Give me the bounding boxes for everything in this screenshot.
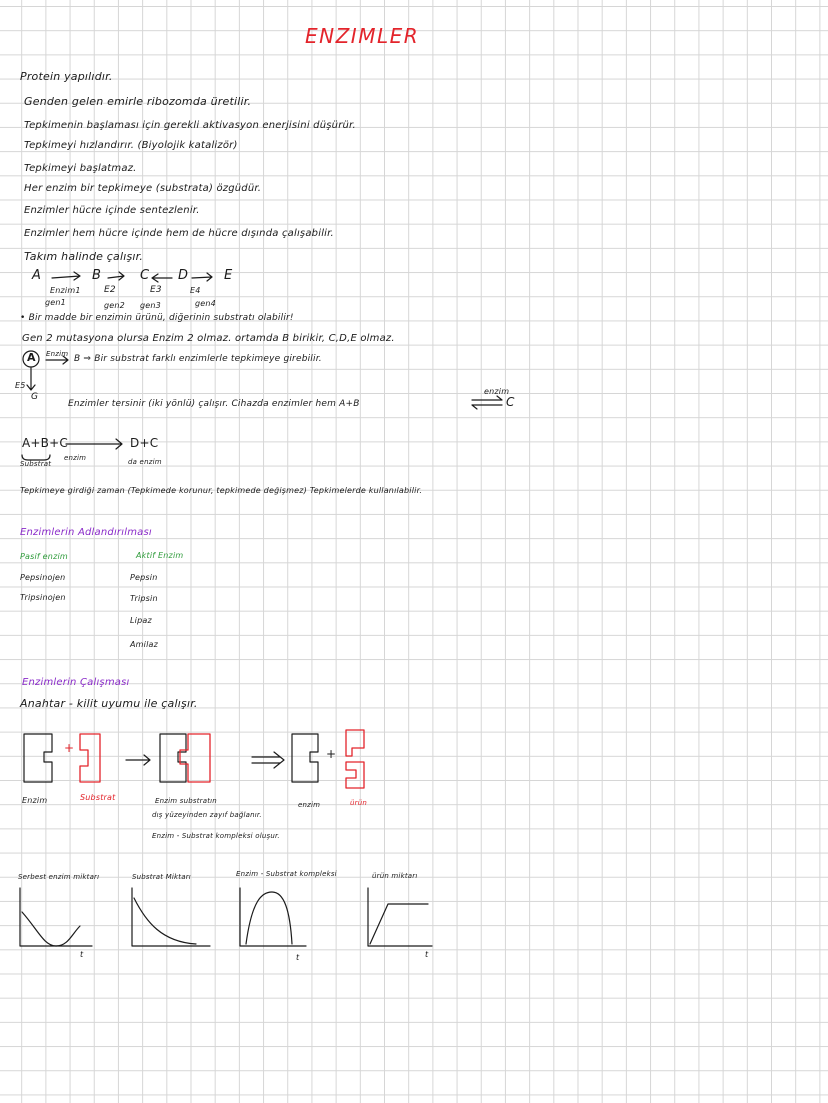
reversible-text: Enzimler tersinir (iki yönlü) çalışır. Cihazda enzimler hem A+B: [68, 399, 360, 409]
pathway-enzyme-3: E3: [150, 285, 162, 295]
graph-1-curve: [22, 912, 80, 946]
pathway-d: D: [178, 268, 189, 283]
label-urun: ürün: [350, 799, 367, 807]
label-complex-3: Enzim - Substrat kompleksi oluşur.: [152, 832, 280, 840]
pathway-b: B: [92, 268, 102, 283]
complex-enzyme-shape: [160, 734, 186, 782]
pathway-gene-4: gen4: [195, 299, 216, 308]
note-2: Genden gelen emirle ribozomda üretilir.: [24, 95, 252, 108]
label-enzim-2: enzim: [298, 801, 321, 809]
naming-right-item-1: Pepsin: [130, 573, 158, 582]
note-7: Enzimler hücre içinde sentezlenir.: [24, 205, 200, 216]
graph-2-curve: [134, 898, 196, 944]
graph-3-xlabel: t: [296, 953, 300, 962]
enzyme-shape-2: [292, 734, 318, 782]
graph-3-title: Enzim - Substrat kompleksi: [236, 870, 337, 878]
pathway-c: C: [140, 268, 150, 283]
naming-right-item-4: Amilaz: [130, 640, 159, 649]
note-9: Takım halinde çalışır.: [24, 250, 144, 263]
note-8: Enzimler hem hücre içinde hem de hücre dışında çalışabilir.: [24, 228, 334, 239]
note-3: Tepkimenin başlaması için gerekli aktivasyon enerjisini düşürür.: [24, 120, 356, 131]
graph-1-axes: [20, 888, 92, 946]
pathway-a: A: [32, 268, 42, 283]
branch-a: A: [27, 351, 36, 364]
pathway-gene-1: gen1: [45, 298, 66, 307]
naming-heading: Enzimlerin Adlandırılması: [20, 527, 152, 538]
note-1: Protein yapılıdır.: [20, 70, 113, 83]
graph-1-title: Serbest enzim miktarı: [18, 873, 100, 881]
label-complex-1: Enzim substratın: [155, 797, 217, 805]
note-reuse: Tepkimeye girdiği zaman (Tepkimede korunur, tepkimede değişmez) Tepkimelerde kullanılabilir.: [20, 486, 423, 495]
naming-left-item-1: Pepsinojen: [20, 573, 66, 582]
svg-text:+: +: [64, 741, 75, 755]
label-complex-2: dış yüzeyinden zayıf bağlanır.: [152, 811, 262, 819]
complex-substrate-shape: [180, 734, 210, 782]
note-6: Her enzim bir tepkimeye (substrata) özgüdür.: [24, 183, 262, 194]
working-model: Anahtar - kilit uyumu ile çalışır.: [20, 697, 198, 710]
graph-3-curve: [246, 892, 292, 944]
graph-4-axes: [368, 888, 432, 946]
reaction-right-sub: da enzim: [128, 458, 162, 466]
naming-left-heading: Pasif enzim: [20, 552, 68, 561]
reaction-right: D+C: [130, 436, 159, 450]
pathway-enzyme-4: E4: [190, 286, 201, 295]
graph-2-title: Substrat Miktarı: [132, 873, 191, 881]
svg-text:+: +: [326, 747, 337, 761]
reversible-product: C: [506, 395, 515, 409]
note-5: Tepkimeyi başlatmaz.: [24, 163, 137, 174]
pathway-e: E: [224, 268, 233, 283]
graph-4-xlabel: t: [425, 950, 429, 959]
label-enzim: Enzim: [22, 796, 48, 805]
pathway-note-3: B ⇒ Bir substrat farklı enzimlerle tepkimeye girebilir.: [74, 354, 322, 364]
note-4: Tepkimeyi hızlandırır. (Biyolojik katalizör): [24, 140, 238, 151]
pathway-gene-2: gen2: [104, 301, 125, 310]
enzyme-shape-1: [24, 734, 52, 782]
reaction-enzim: enzim: [64, 454, 87, 462]
graph-4-title: ürün miktarı: [372, 872, 418, 880]
pathway-enzyme-2: E2: [104, 285, 116, 295]
product-shape-1: [346, 730, 364, 756]
branch-e5: E5: [15, 381, 26, 390]
product-shape-2: [346, 762, 364, 788]
graph-1-xlabel: t: [80, 950, 84, 959]
graph-3-axes: [240, 888, 306, 946]
pathway-arrows: [52, 272, 212, 282]
pathway-note-2: Gen 2 mutasyona olursa Enzim 2 olmaz. ortamda B birikir, C,D,E olmaz.: [22, 333, 395, 344]
pathway-gene-3: gen3: [140, 301, 161, 310]
graph-4-curve: [370, 904, 428, 944]
naming-right-item-3: Lipaz: [130, 616, 152, 625]
substrate-shape-1: [80, 734, 100, 782]
pathway-note-1: • Bir madde bir enzimin ürünü, diğerinin substratı olabilir!: [20, 313, 294, 323]
working-heading: Enzimlerin Çalışması: [22, 677, 130, 688]
label-substrat: Substrat: [80, 793, 116, 802]
naming-left-item-2: Tripsinojen: [20, 593, 66, 602]
page-title: ENZIMLER: [305, 24, 420, 48]
reaction-left: A+B+C: [22, 436, 68, 450]
naming-right-item-2: Tripsin: [130, 594, 158, 603]
branch-g: G: [31, 392, 39, 402]
reversible-enzim: enzim: [484, 387, 510, 396]
pathway-enzyme-1: Enzim1: [50, 286, 81, 295]
naming-right-heading: Aktif Enzim: [136, 551, 184, 560]
graph-2-axes: [132, 888, 210, 946]
reaction-substrat: Substrat: [20, 460, 52, 468]
branch-enzim: Enzim: [46, 350, 69, 358]
